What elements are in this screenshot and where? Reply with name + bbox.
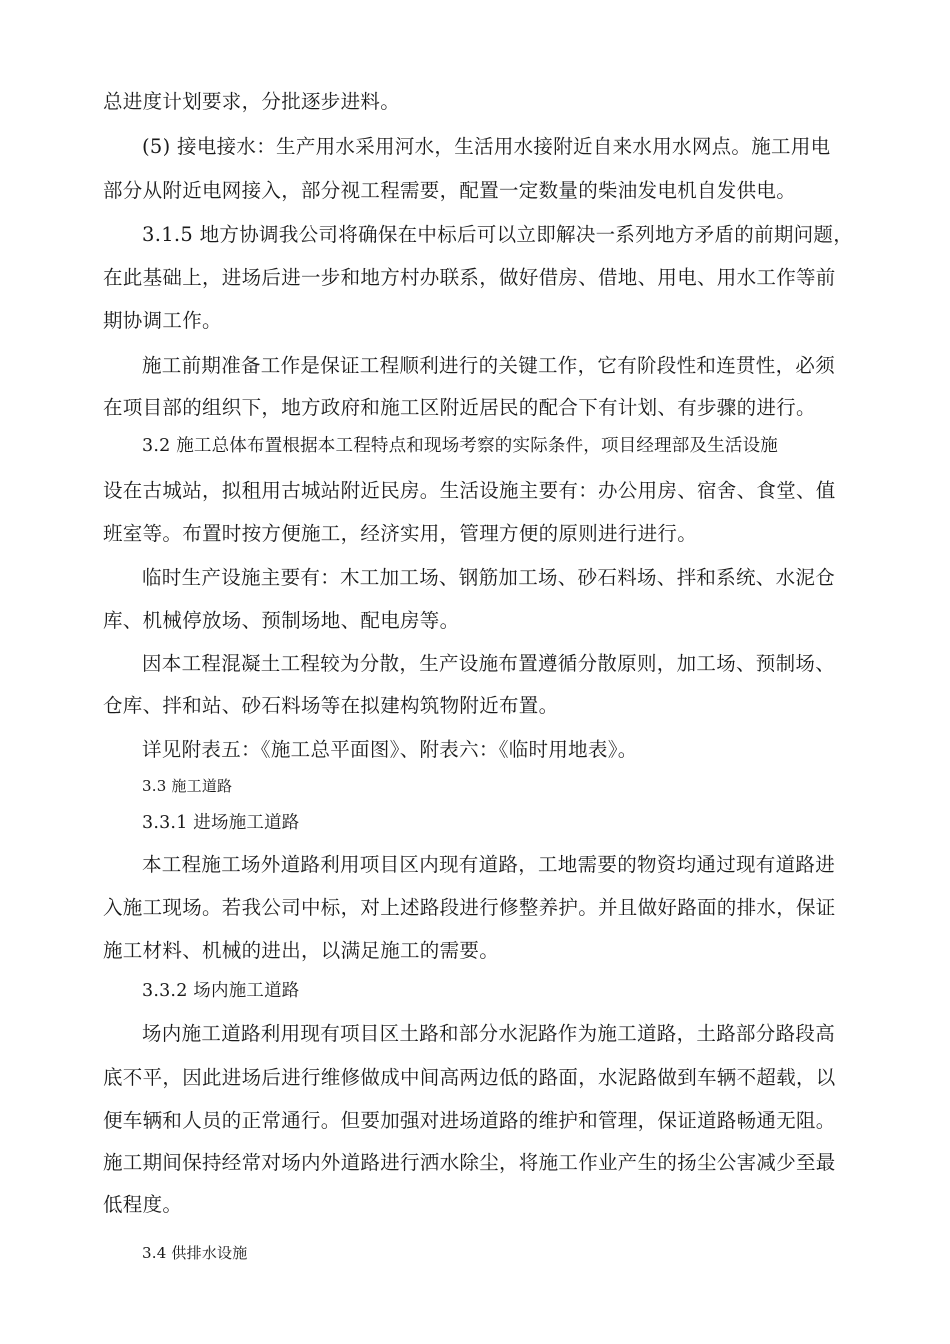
text-line: 施工材料、机械的进出，以满足施工的需要。	[103, 939, 500, 962]
text-line: 低程度。	[103, 1193, 183, 1216]
section-heading-3-4: 3.4 供排水设施	[142, 1244, 248, 1262]
text-line: 施工前期准备工作是保证工程顺利进行的关键工作，它有阶段性和连贯性，必须	[142, 354, 836, 377]
text-line: 因本工程混凝土工程较为分散，生产设施布置遵循分散原则，加工场、预制场、	[142, 652, 836, 675]
text-line: 施工期间保持经常对场内外道路进行洒水除尘，将施工作业产生的扬尘公害减少至最	[103, 1151, 836, 1174]
section-heading-3-3-1: 3.3.1 进场施工道路	[142, 813, 300, 833]
text-line: 设在古城站，拟租用古城站附近民房。生活设施主要有：办公用房、宿舍、食堂、值	[103, 479, 836, 502]
section-heading-3-3-2: 3.3.2 场内施工道路	[142, 981, 300, 1001]
text-line: 详见附表五：《施工总平面图》、附表六：《临时用地表》。	[142, 738, 638, 761]
text-line: 便车辆和人员的正常通行。但要加强对进场道路的维护和管理，保证道路畅通无阻。	[103, 1109, 836, 1132]
text-line: (5) 接电接水：生产用水采用河水，生活用水接附近自来水用水网点。施工用电	[142, 135, 831, 158]
text-line: 在项目部的组织下，地方政府和施工区附近居民的配合下有计划、有步骤的进行。	[103, 396, 816, 419]
text-line: 临时生产设施主要有：木工加工场、钢筋加工场、砂石料场、拌和系统、水泥仓	[142, 566, 836, 589]
text-line: 部分从附近电网接入，部分视工程需要，配置一定数量的柴油发电机自发供电。	[103, 179, 797, 202]
text-line: 总进度计划要求，分批逐步进料。	[103, 90, 401, 113]
text-line: 场内施工道路利用现有项目区土路和部分水泥路作为施工道路，土路部分路段高	[142, 1022, 836, 1045]
text-line: 3.1.5 地方协调我公司将确保在中标后可以立即解决一系列地方矛盾的前期问题，	[142, 223, 854, 246]
text-line: 底不平，因此进场后进行维修做成中间高两边低的路面，水泥路做到车辆不超载，以	[103, 1066, 836, 1089]
text-line: 仓库、拌和站、砂石料场等在拟建构筑物附近布置。	[103, 694, 559, 717]
text-line: 库、机械停放场、预制场地、配电房等。	[103, 609, 460, 632]
text-line: 期协调工作。	[103, 309, 222, 332]
text-line: 班室等。布置时按方便施工，经济实用，管理方便的原则进行进行。	[103, 522, 698, 545]
text-line: 在此基础上，进场后进一步和地方村办联系，做好借房、借地、用电、用水工作等前	[103, 266, 836, 289]
text-line: 3.2 施工总体布置根据本工程特点和现场考察的实际条件，项目经理部及生活设施	[142, 436, 778, 456]
text-line: 入施工现场。若我公司中标，对上述路段进行修整养护。并且做好路面的排水，保证	[103, 896, 836, 919]
text-line: 本工程施工场外道路利用项目区内现有道路，工地需要的物资均通过现有道路进	[142, 853, 836, 876]
section-heading-3-3: 3.3 施工道路	[142, 777, 233, 795]
